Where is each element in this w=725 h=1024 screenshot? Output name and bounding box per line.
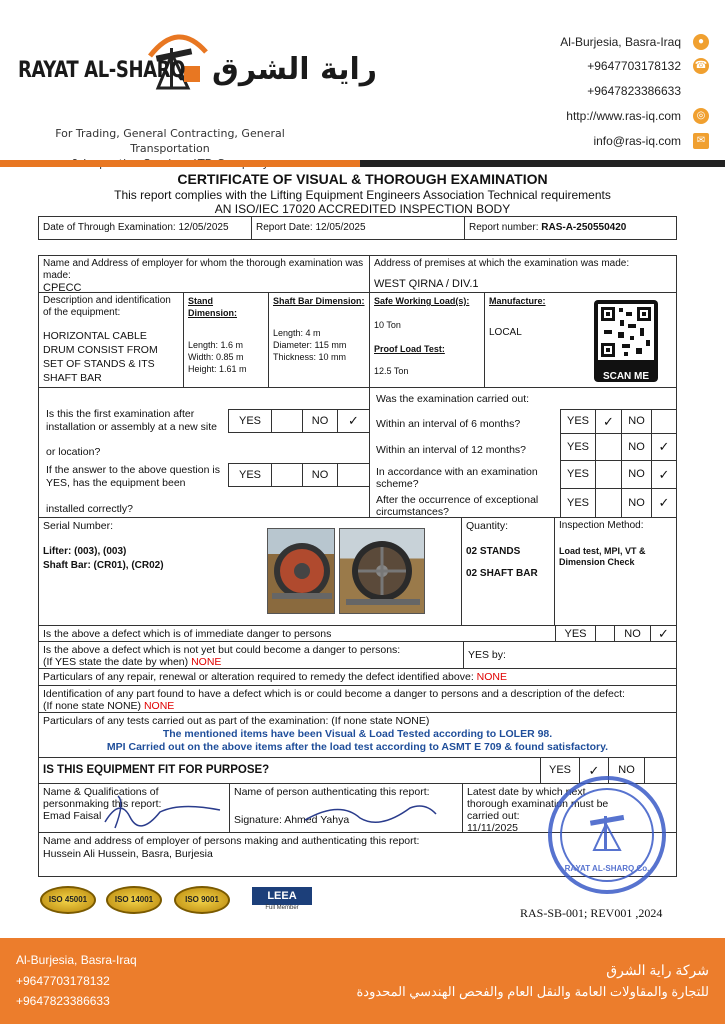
- header-divider-dark: [360, 160, 725, 167]
- certificate-subtitle-2: AN ISO/IEC 17020 ACCREDITED INSPECTION BODY: [214, 202, 511, 216]
- scheme-no[interactable]: NO: [621, 460, 652, 489]
- swl-value: 10 Ton: [374, 320, 401, 330]
- stamp-pumpjack-icon: [586, 806, 630, 856]
- stamp-text: RAYAT AL-SHARQ Co.: [564, 864, 650, 873]
- employer-cell: [38, 255, 370, 293]
- identification-none: NONE: [143, 700, 175, 712]
- certificate-subtitle-1: This report complies with the Lifting Equipment Engineers Association Technical requirements: [114, 188, 611, 202]
- employer-label: Name and Address of employer for whom the thorough examination was made:: [43, 258, 364, 281]
- immediate-danger-yes[interactable]: YES: [555, 625, 596, 642]
- tests-label: Particulars of any tests carried out as part of the examination: (If none state NONE): [43, 715, 430, 727]
- interval-12-months: Within an interval of 12 months?: [376, 444, 526, 456]
- cable-drum-icon: [340, 529, 426, 615]
- scheme-yes[interactable]: YES: [560, 460, 596, 489]
- exceptional-no[interactable]: NO: [621, 488, 652, 518]
- scan-me-label: SCAN ME: [602, 371, 650, 382]
- interval-6-no-box[interactable]: [651, 409, 677, 434]
- inspection-method-value: Load test, MPI, VT & Dimension Check: [559, 546, 646, 567]
- proof-load-label: Proof Load Test:: [374, 344, 445, 354]
- logo-arabic: راية الشرق: [212, 52, 378, 87]
- interval-6-no[interactable]: NO: [621, 409, 652, 434]
- interval-6-yes-check[interactable]: ✓: [595, 409, 622, 434]
- phone-icon: ☎: [693, 58, 709, 74]
- fit-no[interactable]: NO: [608, 757, 645, 784]
- future-danger-hint: (If YES state the date by when): [43, 656, 189, 668]
- serial-shaft: Shaft Bar: (CR01), (CR02): [43, 560, 164, 571]
- repair-cell: [38, 668, 677, 686]
- qr-pattern-icon: [594, 300, 658, 364]
- authenticating-employer-label: Name and address of employer of persons making and authenticating this report:: [43, 835, 420, 847]
- future-danger-question: Is the above a defect which is not yet but could become a danger to persons:: [43, 644, 401, 656]
- shaft-thickness: Thickness: 10 mm: [273, 352, 347, 362]
- shaft-dimension-label: Shaft Bar Dimension:: [273, 296, 365, 306]
- stand-height: Height: 1.61 m: [188, 364, 247, 374]
- identification-label: Identification of any part found to have a defect which is or could become a danger to persons and a description of the defect:: [43, 688, 625, 700]
- signature-emad-icon: [100, 792, 230, 832]
- document-reference: RAS-SB-001; REV001 ,2024: [520, 906, 663, 920]
- immediate-danger-question: Is the above a defect which is of immediate danger to persons: [38, 625, 556, 642]
- exam-date-value: 12/05/2025: [178, 222, 229, 233]
- company-stamp: [548, 776, 666, 894]
- exceptional-no-check[interactable]: ✓: [651, 488, 677, 518]
- leea-logo: [252, 887, 312, 917]
- stand-dimension-label: Stand Dimension:: [188, 296, 238, 318]
- next-exam-value: 11/11/2025: [467, 822, 518, 833]
- fit-no-box[interactable]: [644, 757, 677, 784]
- shaft-length: Length: 4 m: [273, 328, 321, 338]
- authenticator-label: Name of person authenticating this report:: [234, 786, 430, 798]
- signature-ahmed-icon: [300, 800, 440, 834]
- immediate-danger-no[interactable]: NO: [614, 625, 651, 642]
- quantity-cell: [461, 517, 555, 626]
- installed-question-cont: installed correctly?: [46, 503, 133, 515]
- interval-12-yes[interactable]: YES: [560, 433, 596, 461]
- interval-6-months: Within an interval of 6 months?: [376, 418, 521, 430]
- first-exam-yes-box[interactable]: [271, 409, 303, 433]
- report-date-cell: [251, 216, 465, 240]
- premises-value: WEST QIRNA / DIV.1: [374, 278, 479, 290]
- immediate-danger-no-check[interactable]: ✓: [650, 625, 677, 642]
- proof-load-value: 12.5 Ton: [374, 366, 409, 376]
- equipment-desc-label: Description and identification of the equipment:: [43, 295, 171, 318]
- logo-english: RAYAT AL-SHARQ: [18, 58, 186, 83]
- qualifications-value: Emad Faisal: [43, 810, 102, 822]
- exam-date-label: Date of Through Examination:: [43, 222, 176, 233]
- equipment-desc-value: HORIZONTAL CABLE DRUM CONSIST FROM SET OF STANDS & ITS SHAFT BAR: [43, 330, 158, 384]
- footer-phone-1: +9647703178132: [16, 974, 110, 988]
- first-exam-question: Is this the first examination after installation or assembly at a new site: [46, 408, 217, 433]
- swl-cell: [369, 292, 485, 388]
- qualifications-label: Name & Qualifications of personmaking this report:: [43, 786, 162, 810]
- interval-label: Was the examination carried out:: [376, 393, 530, 405]
- header-website[interactable]: http://www.ras-iq.com: [566, 109, 681, 123]
- location-icon: ●: [693, 34, 709, 50]
- report-number-cell: [464, 216, 677, 240]
- repair-label: Particulars of any repair, renewal or alteration required to remedy the defect identified above:: [43, 671, 474, 683]
- serial-lifter: Lifter: (003), (003): [43, 546, 127, 557]
- stand-dimension-cell: [183, 292, 269, 388]
- cable-drum-photo-1: [267, 528, 335, 614]
- interval-12-yes-box[interactable]: [595, 433, 622, 461]
- fit-yes-check[interactable]: ✓: [579, 757, 609, 784]
- leea-mark: LEEA: [252, 887, 312, 905]
- mail-icon: ✉: [693, 133, 709, 149]
- report-date-label: Report Date:: [256, 222, 313, 233]
- swl-label: Safe Working Load(s):: [374, 296, 470, 306]
- manufacture-value: LOCAL: [489, 327, 522, 338]
- authenticator-value: Signature: Ahmed Yahya: [234, 814, 350, 826]
- certificate-title: CERTIFICATE OF VISUAL & THOROUGH EXAMINATION: [177, 171, 548, 187]
- stand-length: Length: 1.6 m: [188, 340, 244, 350]
- stand-width: Width: 0.85 m: [188, 352, 244, 362]
- report-number-label: Report number:: [469, 222, 539, 233]
- footer-address: Al-Burjesia, Basra-Iraq: [16, 953, 137, 967]
- repair-none: NONE: [476, 671, 508, 683]
- interval-12-no[interactable]: NO: [621, 433, 652, 461]
- first-exam-yes[interactable]: YES: [228, 409, 272, 433]
- installed-yes-box[interactable]: [271, 463, 303, 487]
- immediate-danger-yes-box[interactable]: [595, 625, 615, 642]
- serial-label: Serial Number:: [43, 520, 114, 532]
- first-exam-question-cont: or location?: [46, 446, 101, 458]
- iso-14001-badge: ISO 14001: [106, 886, 162, 914]
- exceptional-yes-box[interactable]: [595, 488, 622, 518]
- header-address: Al-Burjesia, Basra-Iraq: [560, 35, 681, 49]
- installed-question: If the answer to the above question is YES, has the equipment been: [46, 464, 220, 489]
- cable-drum-photo-2: [339, 528, 425, 614]
- scheme-yes-box[interactable]: [595, 460, 622, 489]
- tests-line-1: The mentioned items have been Visual & Load Tested according to LOLER 98.: [162, 728, 553, 740]
- interval-12-no-check[interactable]: ✓: [651, 433, 677, 461]
- block-divider: [369, 388, 370, 518]
- header-phone-1: +9647703178132: [587, 59, 681, 73]
- globe-icon: ◎: [693, 108, 709, 124]
- quantity-shaft: 02 SHAFT BAR: [466, 568, 538, 579]
- manufacture-label: Manufacture:: [489, 296, 546, 306]
- identification-cell: [38, 685, 677, 713]
- header-phone-2: +9647823386633: [587, 84, 681, 98]
- first-exam-no[interactable]: NO: [302, 409, 338, 433]
- installed-no[interactable]: NO: [302, 463, 338, 487]
- iso-9001-badge: ISO 9001: [174, 886, 230, 914]
- inspection-method-label: Inspection Method:: [559, 520, 644, 531]
- quantity-label: Quantity:: [466, 520, 509, 532]
- cable-drum-icon: [268, 529, 336, 615]
- leea-member-label: Full Member: [265, 905, 299, 911]
- next-exam-label: Latest date by which next thorough examination must be carried out:: [467, 786, 609, 822]
- scheme-no-check[interactable]: ✓: [651, 460, 677, 489]
- equipment-desc-cell: [38, 292, 184, 388]
- yes-by-cell: YES by:: [463, 641, 677, 669]
- identification-hint: (If none state NONE): [43, 700, 142, 712]
- first-exam-no-check[interactable]: ✓: [337, 409, 370, 433]
- footer-arabic-name: شركة راية الشرق: [606, 962, 709, 978]
- tests-cell: [38, 712, 677, 758]
- authenticating-employer-value: Hussein Ali Hussein, Basra, Burjesia: [43, 848, 213, 860]
- qr-code[interactable]: [594, 300, 658, 382]
- future-danger-none: NONE: [191, 656, 222, 668]
- inspection-method-cell: [554, 517, 677, 626]
- employer-value: CPECC: [43, 282, 82, 293]
- quantity-stands: 02 STANDS: [466, 546, 521, 557]
- exceptional-yes[interactable]: YES: [560, 488, 596, 518]
- footer-phone-2: +9647823386633: [16, 994, 110, 1008]
- fit-yes[interactable]: YES: [540, 757, 580, 784]
- premises-label: Address of premises at which the examination was made:: [374, 258, 630, 269]
- shaft-dimension-cell: [268, 292, 370, 388]
- installed-yes[interactable]: YES: [228, 463, 272, 487]
- interval-exceptional: After the occurrence of exceptional circumstances?: [376, 494, 539, 518]
- iso-45001-badge: ISO 45001: [40, 886, 96, 914]
- exam-date-cell: [38, 216, 252, 240]
- report-number-value: RAS-A-250550420: [541, 222, 627, 233]
- tagline-line-1: For Trading, General Contracting, General Transportation: [55, 127, 285, 155]
- installed-no-box[interactable]: [337, 463, 370, 487]
- report-date-value: 12/05/2025: [315, 222, 366, 233]
- shaft-diameter: Diameter: 115 mm: [273, 340, 347, 350]
- tests-line-2: MPI Carried out on the above items after the load test according to ASMT E 709 & found satisfactory.: [106, 741, 609, 753]
- premises-cell: [369, 255, 677, 293]
- fit-for-purpose-question: IS THIS EQUIPMENT FIT FOR PURPOSE?: [38, 757, 541, 784]
- future-danger-cell: [38, 641, 464, 669]
- interval-scheme: In accordance with an examination scheme?: [376, 466, 538, 490]
- footer-arabic-desc: للتجارة والمقاولات العامة والنقل العام والفحص الهندسي المحدودة: [356, 984, 709, 999]
- interval-6-yes[interactable]: YES: [560, 409, 596, 434]
- header-email[interactable]: info@ras-iq.com: [593, 134, 681, 148]
